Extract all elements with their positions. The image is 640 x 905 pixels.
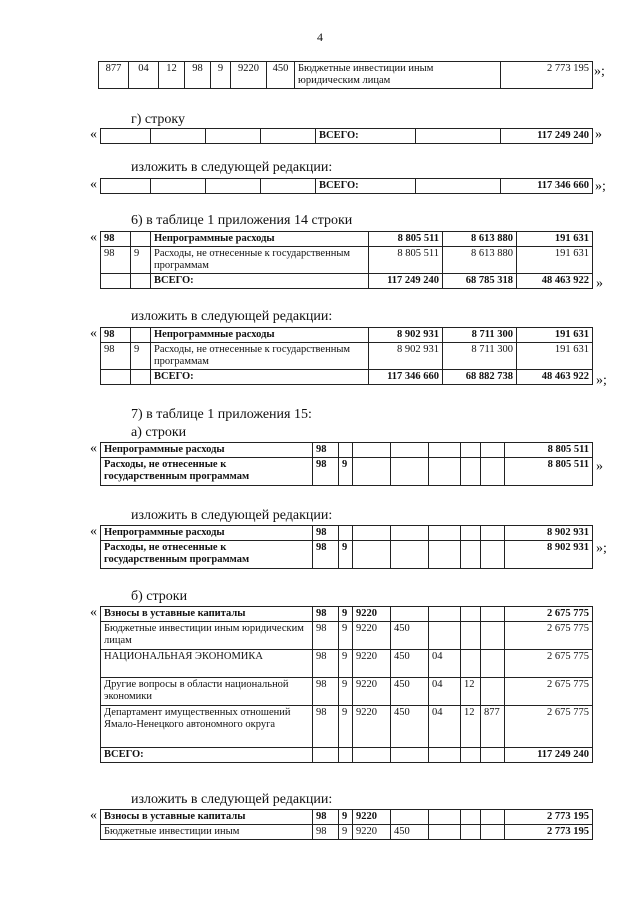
value-cell: 8 805 511 (369, 247, 443, 274)
code-cell: 9220 (353, 810, 391, 825)
value-cell: 8 711 300 (443, 343, 517, 370)
closing-quote: »; (596, 373, 607, 388)
code-cell: 877 (481, 706, 505, 748)
total-label: ВСЕГО: (151, 370, 369, 385)
item-7a-table (100, 442, 593, 486)
name-cell: Бюджетные инвестиции иным юридическим лицам (101, 622, 313, 650)
name-cell: Взносы в уставные капиталы (101, 810, 313, 825)
value-cell: 2 773 195 (505, 825, 593, 840)
item-6-new-table (100, 327, 593, 385)
code-cell: 98 (185, 62, 211, 89)
code-cell: 9220 (353, 706, 391, 748)
closing-quote: » (595, 127, 602, 142)
item-7a-new-table (100, 525, 593, 569)
code-cell: 450 (267, 62, 295, 89)
code-cell: 450 (391, 650, 429, 678)
total-value: 117 249 240 (505, 748, 593, 763)
code-cell: 98 (313, 810, 339, 825)
code-cell (339, 443, 353, 458)
name-cell: Непрограммные расходы (151, 328, 369, 343)
code-cell: 450 (391, 825, 429, 840)
code-cell: 9220 (353, 825, 391, 840)
code-cell: 9 (339, 622, 353, 650)
name-cell: Взносы в уставные капиталы (101, 607, 313, 622)
value-cell: 8 711 300 (443, 328, 517, 343)
opening-quote: « (90, 441, 97, 456)
code-cell: 04 (429, 650, 461, 678)
total-value: 48 463 922 (517, 370, 593, 385)
code-cell: 04 (129, 62, 159, 89)
edit-instruction: изложить в следующей редакции: (131, 160, 333, 175)
code-cell (131, 328, 151, 343)
code-cell: 98 (101, 328, 131, 343)
value-cell: 2 675 775 (505, 650, 593, 678)
value-cell: 191 631 (517, 343, 593, 370)
code-cell (339, 526, 353, 541)
name-cell: Бюджетные инвестиции иным (101, 825, 313, 840)
code-cell: 9 (339, 678, 353, 706)
closing-quote: »; (594, 64, 605, 79)
value-cell: 8 902 931 (369, 328, 443, 343)
code-cell: 98 (313, 443, 339, 458)
code-cell: 98 (313, 458, 339, 486)
opening-quote: « (90, 177, 97, 192)
name-cell: Расходы, не отнесенные к государственным программам (101, 541, 313, 569)
item-7a-label: а) строки (131, 425, 187, 440)
total-value: 117 346 660 (369, 370, 443, 385)
closing-quote: » (596, 459, 603, 474)
value-cell: 8 613 880 (443, 232, 517, 247)
value-cell: 8 613 880 (443, 247, 517, 274)
code-cell: 9 (339, 810, 353, 825)
opening-quote: « (90, 524, 97, 539)
code-cell: 98 (101, 343, 131, 370)
value-cell: 2 773 195 (505, 810, 593, 825)
item-7b-new-table (100, 809, 593, 840)
code-cell: 98 (313, 650, 339, 678)
total-value: 117 249 240 (369, 274, 443, 289)
page-number: 4 (317, 30, 323, 44)
code-cell: 98 (101, 232, 131, 247)
opening-quote: « (90, 605, 97, 620)
value-cell: 8 902 931 (505, 541, 593, 569)
name-cell: Департамент имущественных отношений Ямало-Ненецкого автономного округа (101, 706, 313, 748)
name-cell: Непрограммные расходы (101, 526, 313, 541)
code-cell: 450 (391, 706, 429, 748)
value-cell: 191 631 (517, 232, 593, 247)
code-cell: 9 (211, 62, 231, 89)
total-value: 68 785 318 (443, 274, 517, 289)
value-cell: 8 805 511 (505, 458, 593, 486)
code-cell: 450 (391, 678, 429, 706)
opening-quote: « (90, 808, 97, 823)
opening-quote: « (90, 230, 97, 245)
code-cell: 98 (313, 526, 339, 541)
opening-quote: « (90, 326, 97, 341)
total-label: ВСЕГО: (316, 129, 416, 144)
item-7b-label: б) строки (131, 589, 188, 604)
opening-quote: « (90, 127, 97, 142)
name-cell: Расходы, не отнесенные к государственным программам (151, 247, 369, 274)
total-value: 48 463 922 (517, 274, 593, 289)
code-cell: 9 (339, 825, 353, 840)
edit-instruction: изложить в следующей редакции: (131, 792, 333, 807)
code-cell: 9220 (353, 622, 391, 650)
total-label: ВСЕГО: (101, 748, 313, 763)
value-cell: 8 902 931 (505, 526, 593, 541)
item-g-new-table (100, 178, 593, 194)
code-cell: 04 (429, 678, 461, 706)
item-g-label: г) строку (131, 112, 186, 127)
code-cell: 9 (339, 650, 353, 678)
value-cell: 2 675 775 (505, 607, 593, 622)
total-value: 117 249 240 (501, 129, 593, 144)
item-6-table (100, 231, 593, 289)
code-cell: 9 (339, 458, 353, 486)
value-cell: 8 902 931 (369, 343, 443, 370)
code-cell: 98 (313, 825, 339, 840)
name-cell: Расходы, не отнесенные к государственным программам (101, 458, 313, 486)
total-value: 68 882 738 (443, 370, 517, 385)
item-g-table (100, 128, 593, 144)
total-label: ВСЕГО: (316, 179, 416, 194)
code-cell: 877 (99, 62, 129, 89)
closing-quote: »; (596, 541, 607, 556)
code-cell: 98 (313, 622, 339, 650)
amount-cell: 2 773 195 (501, 62, 593, 89)
closing-quote: » (596, 276, 603, 291)
code-cell: 9 (131, 247, 151, 274)
name-cell: Непрограммные расходы (101, 443, 313, 458)
code-cell: 98 (313, 607, 339, 622)
item-7-label: 7) в таблице 1 приложения 15: (131, 407, 312, 422)
value-cell: 8 805 511 (505, 443, 593, 458)
name-cell: Другие вопросы в области национальной экономики (101, 678, 313, 706)
value-cell: 191 631 (517, 328, 593, 343)
total-value: 117 346 660 (501, 179, 593, 194)
top-row-table (98, 61, 593, 89)
code-cell: 12 (159, 62, 185, 89)
item-6-label: 6) в таблице 1 приложения 14 строки (131, 213, 353, 228)
code-cell: 9 (131, 343, 151, 370)
name-cell: Расходы, не отнесенные к государственным программам (151, 343, 369, 370)
code-cell: 9220 (353, 678, 391, 706)
code-cell: 9 (339, 607, 353, 622)
code-cell (131, 232, 151, 247)
code-cell: 12 (461, 706, 481, 748)
closing-quote: »; (595, 179, 606, 194)
code-cell: 98 (101, 247, 131, 274)
code-cell: 450 (391, 622, 429, 650)
item-7b-table (100, 606, 593, 763)
value-cell: 191 631 (517, 247, 593, 274)
name-cell: Непрограммные расходы (151, 232, 369, 247)
code-cell: 04 (429, 706, 461, 748)
value-cell: 2 675 775 (505, 678, 593, 706)
code-cell: 12 (461, 678, 481, 706)
code-cell: 9220 (231, 62, 267, 89)
value-cell: 2 675 775 (505, 706, 593, 748)
total-label: ВСЕГО: (151, 274, 369, 289)
value-cell: 8 805 511 (369, 232, 443, 247)
code-cell: 9220 (353, 607, 391, 622)
code-cell: 9220 (353, 650, 391, 678)
code-cell: 9 (339, 706, 353, 748)
name-cell: Бюджетные инвестиции иным юридическим лицам (295, 62, 501, 89)
code-cell: 98 (313, 678, 339, 706)
edit-instruction: изложить в следующей редакции: (131, 309, 333, 324)
edit-instruction: изложить в следующей редакции: (131, 508, 333, 523)
code-cell: 9 (339, 541, 353, 569)
value-cell: 2 675 775 (505, 622, 593, 650)
code-cell: 98 (313, 706, 339, 748)
code-cell: 98 (313, 541, 339, 569)
name-cell: НАЦИОНАЛЬНАЯ ЭКОНОМИКА (101, 650, 313, 678)
